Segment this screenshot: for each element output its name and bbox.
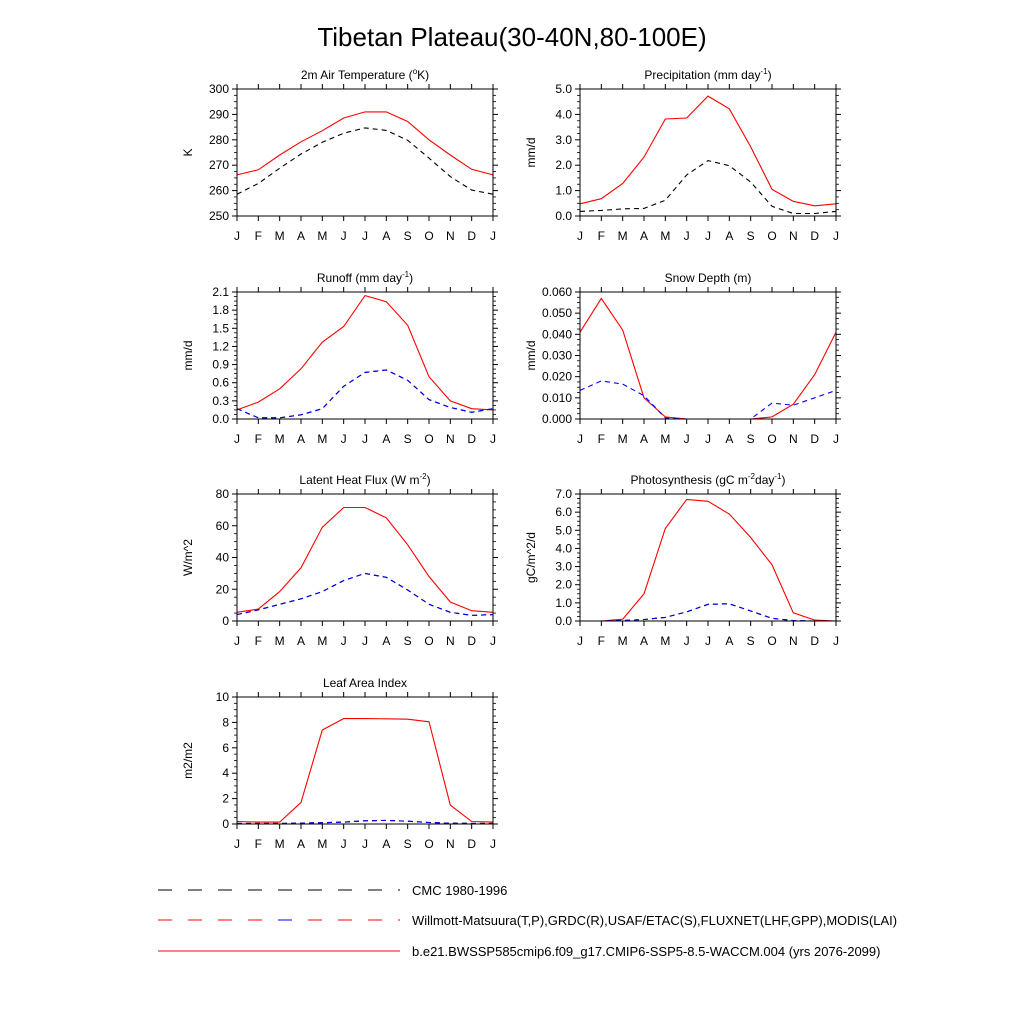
x-tick-label: J	[234, 229, 240, 243]
y-tick-label: 4	[222, 766, 229, 781]
title-text: day	[755, 473, 775, 487]
title-text: Latent Heat Flux (W m	[299, 473, 420, 487]
y-tick-label: 0.030	[541, 348, 572, 363]
x-tick-label: N	[445, 229, 455, 243]
y-tick-label: 0.050	[541, 306, 572, 321]
x-tick-label: J	[833, 432, 839, 446]
x-tick-label: O	[767, 229, 777, 243]
y-tick-label: 0.0	[555, 209, 572, 223]
x-tick-label: J	[705, 634, 711, 648]
x-tick-label: M	[274, 432, 285, 446]
y-tick-label: 280	[208, 132, 229, 147]
y-tick-label: 0.000	[541, 412, 572, 426]
x-tick-label: O	[767, 432, 777, 446]
x-tick-label: A	[296, 634, 306, 648]
y-tick-label: 290	[208, 107, 229, 122]
y-tick-label: 2	[222, 791, 229, 806]
panel-6	[524, 472, 841, 648]
y-axis-label: mm/d	[181, 340, 195, 371]
figure-title: Tibetan Plateau(30-40N,80-100E)	[317, 22, 707, 52]
x-tick-label: N	[445, 837, 455, 851]
x-tick-label: J	[490, 229, 496, 243]
x-tick-label: F	[254, 634, 263, 648]
x-tick-label: O	[424, 634, 434, 648]
x-tick-label: S	[746, 634, 755, 648]
x-tick-label: A	[725, 432, 734, 446]
title-text: Runoff (mm day	[316, 271, 403, 285]
title-text: Snow Depth (m)	[664, 271, 752, 285]
y-tick-label: 0.6	[212, 375, 229, 390]
x-tick-label: A	[382, 229, 391, 243]
y-tick-label: 5.0	[555, 82, 572, 96]
y-tick-label: 0	[222, 614, 229, 628]
x-tick-label: J	[234, 634, 240, 648]
title-text: )	[767, 68, 772, 82]
x-tick-label: D	[467, 634, 477, 648]
plot-frame	[237, 89, 493, 216]
plot-frame	[580, 494, 836, 621]
title-text: K)	[417, 68, 430, 82]
y-tick-label: 270	[208, 158, 229, 173]
x-tick-label: J	[362, 837, 368, 851]
x-tick-label: M	[617, 634, 628, 648]
title-superscript: -2	[747, 472, 756, 481]
panels	[181, 67, 841, 851]
panel-title	[665, 271, 752, 285]
x-tick-label: J	[362, 634, 368, 648]
x-tick-label: M	[617, 229, 628, 243]
x-tick-label: A	[639, 229, 649, 243]
y-tick-label: 1.0	[555, 183, 572, 198]
y-tick-label: 5.0	[555, 523, 572, 538]
y-tick-label: 0.0	[555, 614, 572, 628]
x-tick-label: J	[577, 229, 583, 243]
title-superscript: -1	[774, 472, 782, 481]
y-tick-label: 7.0	[555, 487, 572, 501]
x-tick-label: N	[788, 432, 798, 446]
title-text: )	[426, 473, 431, 487]
x-tick-label: J	[490, 837, 496, 851]
x-tick-label: N	[445, 432, 455, 446]
title-text: Photosynthesis (gC m	[630, 473, 748, 487]
title-superscript: o	[412, 67, 418, 76]
y-tick-label: 0.060	[541, 285, 572, 299]
x-tick-label: J	[683, 634, 690, 648]
panel-title	[644, 67, 771, 82]
panel-title	[317, 270, 413, 285]
x-tick-label: A	[382, 432, 391, 446]
model-line	[237, 296, 493, 410]
x-tick-label: D	[810, 634, 820, 648]
x-tick-label: N	[445, 634, 455, 648]
y-tick-label: 250	[208, 209, 229, 223]
y-tick-label: 10	[215, 690, 229, 704]
panel-title	[301, 67, 429, 82]
legend-item-1	[158, 883, 507, 898]
x-tick-label: S	[403, 634, 412, 648]
title-text: )	[409, 271, 414, 285]
y-axis-label: mm/d	[524, 340, 538, 371]
y-axis-label: W/m^2	[181, 539, 195, 576]
x-tick-label: M	[617, 432, 628, 446]
legend-label: CMC 1980-1996	[412, 883, 508, 898]
x-tick-label: J	[490, 634, 496, 648]
x-tick-label: M	[317, 229, 328, 243]
y-tick-label: 260	[208, 183, 229, 198]
y-axis-label: K	[181, 148, 195, 157]
legend-label: b.e21.BWSSP585cmip6.f09_g17.CMIP6-SSP5-8.5-WACCM.004 (yrs 2076-2099)	[412, 944, 881, 959]
y-tick-label: 1.2	[212, 339, 229, 354]
y-tick-label: 4.0	[555, 107, 572, 122]
x-tick-label: J	[577, 634, 583, 648]
x-tick-label: S	[403, 837, 412, 851]
x-tick-label: D	[810, 229, 820, 243]
y-tick-label: 0	[222, 817, 229, 831]
legend-item-2	[158, 913, 897, 928]
x-tick-label: D	[467, 837, 477, 851]
y-tick-label: 0.9	[212, 357, 229, 372]
y-tick-label: 8	[222, 715, 229, 730]
x-tick-label: F	[597, 229, 606, 243]
obs-line	[237, 370, 493, 418]
y-tick-label: 1.5	[212, 321, 229, 336]
title-superscript: -1	[760, 67, 768, 76]
panel-title	[299, 472, 430, 487]
y-tick-label: 3.0	[555, 559, 572, 574]
y-tick-label: 2.0	[555, 577, 572, 592]
title-text: )	[781, 473, 786, 487]
panel-5	[181, 472, 498, 648]
y-tick-label: 20	[215, 582, 229, 597]
panel-title	[323, 676, 407, 690]
x-tick-label: F	[254, 229, 263, 243]
x-tick-label: N	[788, 229, 798, 243]
x-tick-label: J	[234, 837, 240, 851]
y-tick-label: 40	[215, 550, 229, 565]
obs-line	[237, 128, 493, 194]
x-tick-label: M	[660, 432, 671, 446]
plot-frame	[580, 292, 836, 419]
x-tick-label: A	[296, 229, 306, 243]
y-tick-label: 60	[215, 518, 229, 533]
x-tick-label: F	[597, 634, 606, 648]
x-tick-label: J	[683, 432, 690, 446]
x-tick-label: J	[340, 634, 347, 648]
x-tick-label: O	[424, 432, 434, 446]
x-tick-label: A	[639, 432, 649, 446]
x-tick-label: J	[577, 432, 583, 446]
title-superscript: -1	[402, 270, 410, 279]
panel-7	[181, 676, 498, 851]
legend-item-3	[158, 944, 880, 959]
x-tick-label: J	[833, 229, 839, 243]
cmc-line	[580, 381, 836, 419]
x-tick-label: D	[467, 432, 477, 446]
plot-frame	[237, 292, 493, 419]
legend-label: Willmott-Matsuura(T,P),GRDC(R),USAF/ETAC(S),FLUXNET(LHF,GPP),MODIS(LAI)	[412, 913, 898, 928]
panel-2	[524, 67, 841, 243]
x-tick-label: J	[490, 432, 496, 446]
x-tick-label: J	[362, 229, 368, 243]
x-tick-label: D	[810, 432, 820, 446]
x-tick-label: S	[403, 229, 412, 243]
x-tick-label: J	[683, 229, 690, 243]
x-tick-label: J	[705, 229, 711, 243]
x-tick-label: J	[705, 432, 711, 446]
x-tick-label: M	[274, 634, 285, 648]
title-text: Precipitation (mm day	[644, 68, 761, 82]
x-tick-label: O	[424, 229, 434, 243]
title-text: Leaf Area Index	[322, 676, 408, 690]
panel-1	[181, 67, 498, 243]
x-tick-label: F	[254, 432, 263, 446]
y-tick-label: 0.040	[541, 327, 572, 342]
plot-frame	[237, 494, 493, 621]
y-tick-label: 3.0	[555, 132, 572, 147]
cmc-line	[580, 604, 836, 621]
x-tick-label: M	[274, 837, 285, 851]
x-tick-label: M	[317, 432, 328, 446]
model-line	[580, 298, 836, 419]
x-tick-label: J	[340, 432, 347, 446]
x-tick-label: M	[317, 837, 328, 851]
y-tick-label: 4.0	[555, 541, 572, 556]
x-tick-label: A	[296, 837, 306, 851]
y-axis-label: gC/m^2/d	[524, 532, 538, 583]
y-tick-label: 0.020	[541, 369, 572, 384]
x-tick-label: F	[254, 837, 263, 851]
x-tick-label: S	[403, 432, 412, 446]
x-tick-label: F	[597, 432, 606, 446]
x-tick-label: A	[725, 634, 734, 648]
x-tick-label: S	[746, 432, 755, 446]
title-text: 2m Air Temperature (	[300, 68, 413, 82]
y-tick-label: 1.0	[555, 595, 572, 610]
y-tick-label: 80	[215, 487, 229, 501]
x-tick-label: S	[746, 229, 755, 243]
x-tick-label: M	[660, 634, 671, 648]
x-tick-label: A	[382, 837, 391, 851]
model-line	[580, 499, 836, 621]
x-tick-label: J	[234, 432, 240, 446]
cmc-line	[237, 370, 493, 418]
x-tick-label: J	[340, 229, 347, 243]
plot-frame	[237, 697, 493, 824]
legend	[158, 883, 897, 959]
x-tick-label: D	[467, 229, 477, 243]
panel-title	[631, 472, 786, 487]
y-tick-label: 0.010	[541, 390, 572, 405]
title-superscript: -2	[419, 472, 427, 481]
model-line	[237, 719, 493, 823]
x-tick-label: N	[788, 634, 798, 648]
x-tick-label: M	[274, 229, 285, 243]
x-tick-label: A	[296, 432, 306, 446]
y-axis-label: m2/m2	[181, 742, 195, 779]
plot-frame	[580, 89, 836, 216]
x-tick-label: J	[362, 432, 368, 446]
y-tick-label: 6	[222, 740, 229, 755]
x-tick-label: O	[767, 634, 777, 648]
x-tick-label: J	[340, 837, 347, 851]
y-tick-label: 2.1	[212, 285, 229, 299]
y-tick-label: 6.0	[555, 505, 572, 520]
cmc-line	[237, 573, 493, 615]
y-tick-label: 2.0	[555, 158, 572, 173]
x-tick-label: A	[382, 634, 391, 648]
x-tick-label: J	[833, 634, 839, 648]
x-tick-label: A	[725, 229, 734, 243]
panel-4	[524, 271, 841, 446]
model-line	[237, 508, 493, 613]
obs-line	[580, 604, 836, 621]
x-tick-label: M	[317, 634, 328, 648]
model-line	[580, 96, 836, 206]
x-tick-label: A	[639, 634, 649, 648]
y-axis-label: mm/d	[524, 137, 538, 168]
y-tick-label: 1.8	[212, 303, 229, 318]
y-tick-label: 0.0	[212, 412, 229, 426]
y-tick-label: 0.3	[212, 393, 229, 408]
model-line	[237, 112, 493, 175]
panel-3	[181, 270, 498, 446]
obs-line	[237, 573, 493, 615]
x-tick-label: M	[660, 229, 671, 243]
x-tick-label: O	[424, 837, 434, 851]
y-tick-label: 300	[208, 82, 229, 96]
